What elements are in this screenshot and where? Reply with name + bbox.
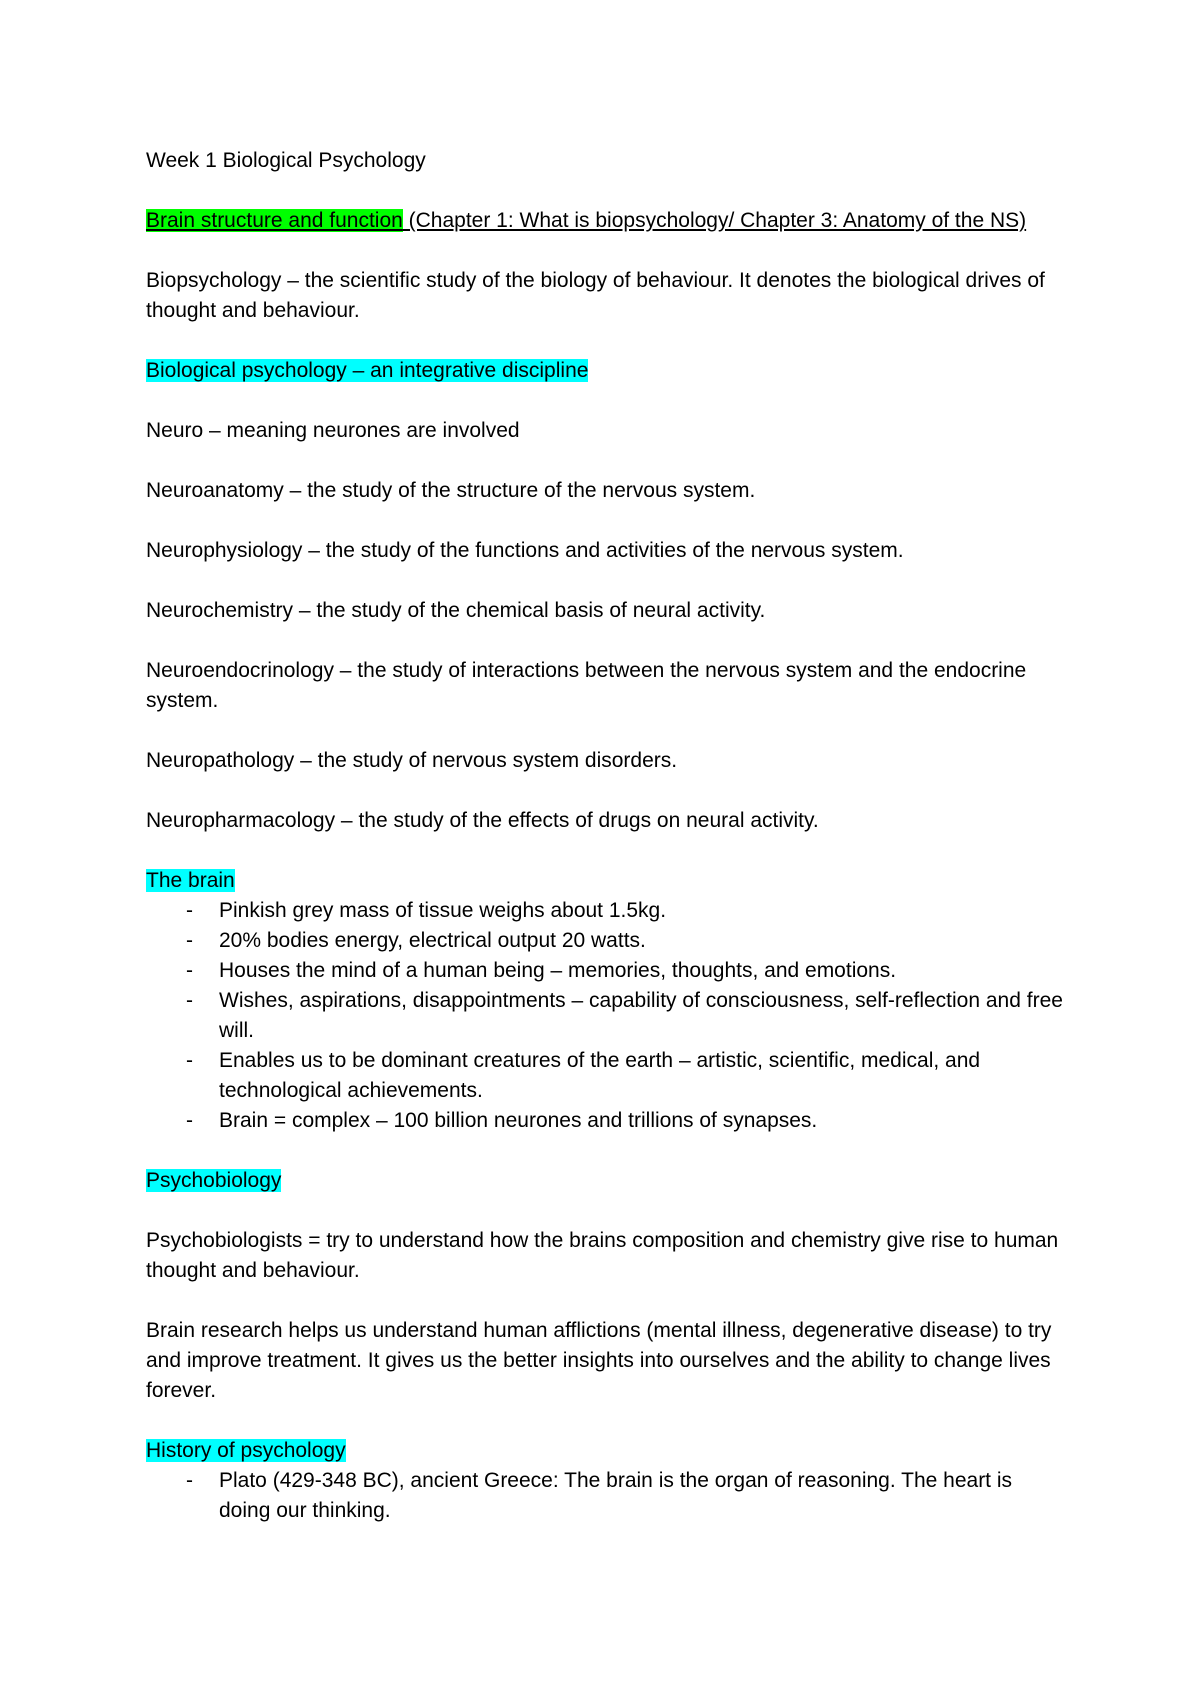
brain-points-list [146,896,1066,1136]
brain-research-paragraph: Brain research helps us understand human afflictions (mental illness, degenerative disease) to try and improve treatment. It gives us the better insights into ourselves and the ability to change lives forever. [146,1319,1052,1402]
list-item-text: Brain = complex – 100 billion neurones and trillions of synapses. [219,1109,818,1132]
list-item [146,1106,1066,1136]
list-item [146,926,1066,956]
list-item [146,1466,1066,1526]
heading-chapter-ref: (Chapter 1: What is biopsychology/ Chapter 3: Anatomy of the NS) [402,209,1027,232]
dash-bullet: - [186,959,193,982]
psychobiologists-paragraph: Psychobiologists = try to understand how the brains composition and chemistry give rise to human thought and behaviour. [146,1229,1059,1282]
definition-neuro: Neuro – meaning neurones are involved [146,419,520,442]
definition-neuropathology: Neuropathology – the study of nervous system disorders. [146,749,678,772]
list-item-text: Wishes, aspirations, disappointments – capability of consciousness, self-reflection and free will. [219,989,1063,1042]
list-item [146,986,1066,1046]
heading-highlight: Biological psychology – an integrative discipline [146,359,589,382]
definition-neuroanatomy: Neuroanatomy – the study of the structure of the nervous system. [146,479,756,502]
section-heading-brain-structure [146,206,1066,236]
section-heading-the-brain [146,866,1066,896]
definition-neuropharmacology: Neuropharmacology – the study of the effects of drugs on neural activity. [146,809,819,832]
heading-highlight: Brain structure and function [146,209,403,232]
biopsychology-definition: Biopsychology – the scientific study of the biology of behaviour. It denotes the biological drives of thought and behaviour. [146,269,1045,322]
document-body [146,146,1066,1556]
heading-highlight: History of psychology [146,1439,346,1462]
list-item-text: Pinkish grey mass of tissue weighs about 1.5kg. [219,899,667,922]
list-item [146,956,1066,986]
section-heading-history [146,1436,1066,1466]
list-item-text: Enables us to be dominant creatures of the earth – artistic, scientific, medical, and technological achievements. [219,1049,981,1102]
dash-bullet: - [186,929,193,952]
list-item [146,896,1066,926]
list-item-text: 20% bodies energy, electrical output 20 watts. [219,929,646,952]
section-heading-psychobiology [146,1166,1066,1196]
heading-highlight: Psychobiology [146,1169,282,1192]
dash-bullet: - [186,989,193,1012]
heading-highlight: The brain [146,869,235,892]
document-title: Week 1 Biological Psychology [146,149,426,172]
definition-neurochemistry: Neurochemistry – the study of the chemical basis of neural activity. [146,599,766,622]
definition-neuroendocrinology: Neuroendocrinology – the study of interactions between the nervous system and the endocrine system. [146,659,1027,712]
list-item-text: Houses the mind of a human being – memories, thoughts, and emotions. [219,959,897,982]
dash-bullet: - [186,1469,193,1492]
dash-bullet: - [186,899,193,922]
history-points-list [146,1466,1066,1526]
section-heading-integrative [146,356,1066,386]
dash-bullet: - [186,1109,193,1132]
dash-bullet: - [186,1049,193,1072]
list-item [146,1046,1066,1106]
list-item-text: Plato (429-348 BC), ancient Greece: The brain is the organ of reasoning. The heart is doing our thinking. [219,1469,1013,1522]
definition-neurophysiology: Neurophysiology – the study of the functions and activities of the nervous system. [146,539,904,562]
